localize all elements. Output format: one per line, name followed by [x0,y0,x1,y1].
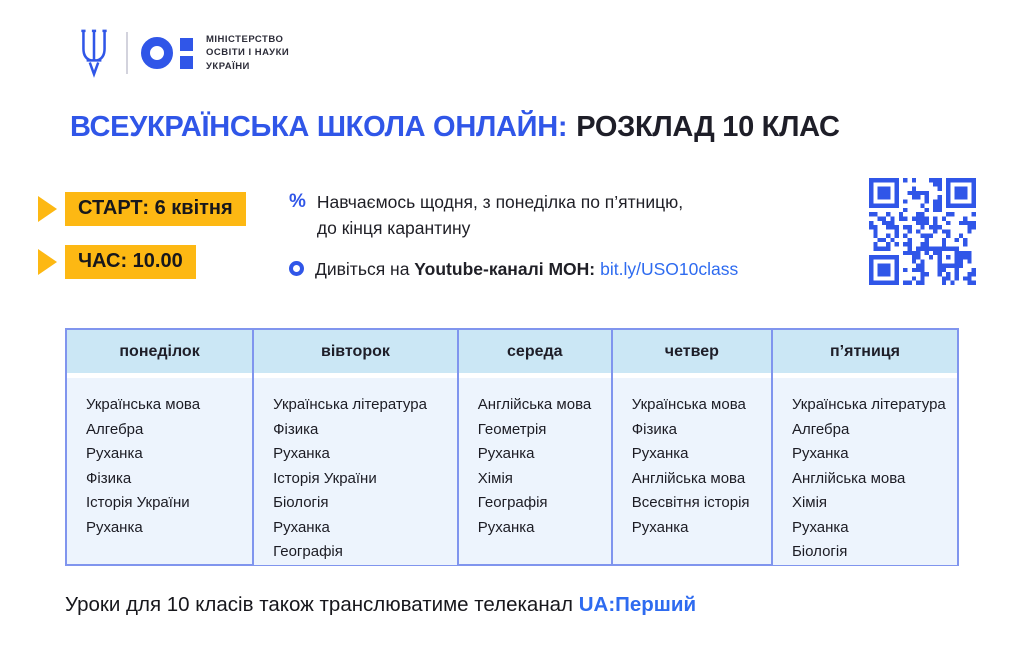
day-lessons [67,373,252,564]
day-lessons [459,373,611,564]
daily-note-text [317,189,683,241]
arrow-right-icon [38,196,57,222]
schedule-day-column [457,330,611,564]
day-lessons [613,373,771,564]
lesson-item: Фізика [86,469,132,487]
lesson-item: Руханка [631,518,689,536]
lesson-item: Історія України [86,494,190,511]
lesson-item: Фізика [273,420,319,438]
lesson-item: Руханка [477,518,535,536]
lesson-item: Географія [477,494,548,511]
mon-ring-icon [141,37,173,69]
lesson-item: Українська література [791,396,946,413]
day-header: середа [459,330,611,373]
lesson-item: Українська мова [631,396,746,413]
day-lessons [254,373,457,565]
lesson-item: Руханка [86,518,143,536]
lesson-item: Українська література [273,396,427,413]
start-badge-row [38,192,246,226]
lesson-item: Руханка [791,518,849,536]
watch-note-text [315,256,738,282]
daily-note-line2: до кінця карантину [316,218,471,238]
lesson-item: Руханка [86,445,143,462]
lesson-item: Біологія [273,494,329,511]
schedule-day-column [67,330,252,564]
lesson-item: Руханка [273,445,330,462]
time-badge-row [38,245,246,279]
lesson-item: Англійська мова [791,469,906,487]
lesson-item: Історія України [273,469,377,487]
page-title-highlight: ВСЕУКРАЇНСЬКА ШКОЛА ОНЛАЙН: [70,111,568,143]
lesson-item: Українська мова [86,396,201,413]
daily-note-line1: Навчаємось щодня, з понеділка по п’ятницю, [316,192,684,212]
ministry-line: УКРАЇНИ [206,60,250,72]
mon-logo-icon [141,37,193,69]
day-header: четвер [613,330,771,373]
ukraine-trident-icon [75,27,113,79]
schedule-day-column [252,330,457,564]
page-title [70,111,840,144]
info-points [289,189,849,282]
percent-icon: % [289,191,306,212]
lesson-item: Фізика [631,420,677,438]
footer-text: Уроки для 10 класів також транслюватиме телеканал [65,593,579,616]
start-date-badge: СТАРТ: 6 квітня [65,192,246,226]
lesson-item: Хімія [791,494,828,511]
watch-note [289,256,849,282]
page-title-rest: РОЗКЛАД 10 КЛАС [576,111,840,143]
lesson-item: Алгебра [86,420,144,438]
ring-icon [289,261,304,276]
lesson-item: Географія [273,543,343,560]
daily-note [289,189,849,241]
schedule-day-column [611,330,771,564]
ministry-line: ОСВІТИ І НАУКИ [206,47,290,59]
qr-code [869,178,976,285]
time-badge: ЧАС: 10.00 [65,245,196,279]
watch-channel-bold: Youtube-каналі МОН: [414,259,596,279]
lesson-item: Всесвітня історія [631,494,750,511]
schedule-table [65,328,959,566]
lesson-item: Англійська мова [631,469,746,487]
arrow-right-icon [38,249,57,275]
day-header: понеділок [67,330,252,373]
lesson-item: Руханка [477,445,535,462]
lesson-item: Хімія [477,469,513,487]
footer-note [65,593,696,617]
tv-channel-label: UA:Перший [578,593,697,616]
schedule-day-column [771,330,957,564]
lesson-item: Руханка [631,445,689,462]
ministry-name [206,33,289,74]
mon-colon-icon [180,38,193,69]
lesson-item: Геометрія [477,420,547,438]
watch-prefix: Дивіться на [315,259,415,279]
brand-header [75,27,289,79]
lesson-item: Руханка [791,445,849,462]
day-header: п’ятниця [773,330,957,373]
day-header: вівторок [254,330,457,373]
youtube-link[interactable]: bit.ly/USO10class [600,259,739,279]
lesson-item: Англійська мова [477,396,592,413]
logo-divider [126,32,128,74]
lesson-item: Руханка [273,518,330,536]
lesson-item: Біологія [791,543,848,560]
info-badges [38,192,246,279]
day-lessons [773,373,957,565]
lesson-item: Алгебра [791,420,850,438]
ministry-line: МІНІСТЕРСТВО [206,33,284,45]
